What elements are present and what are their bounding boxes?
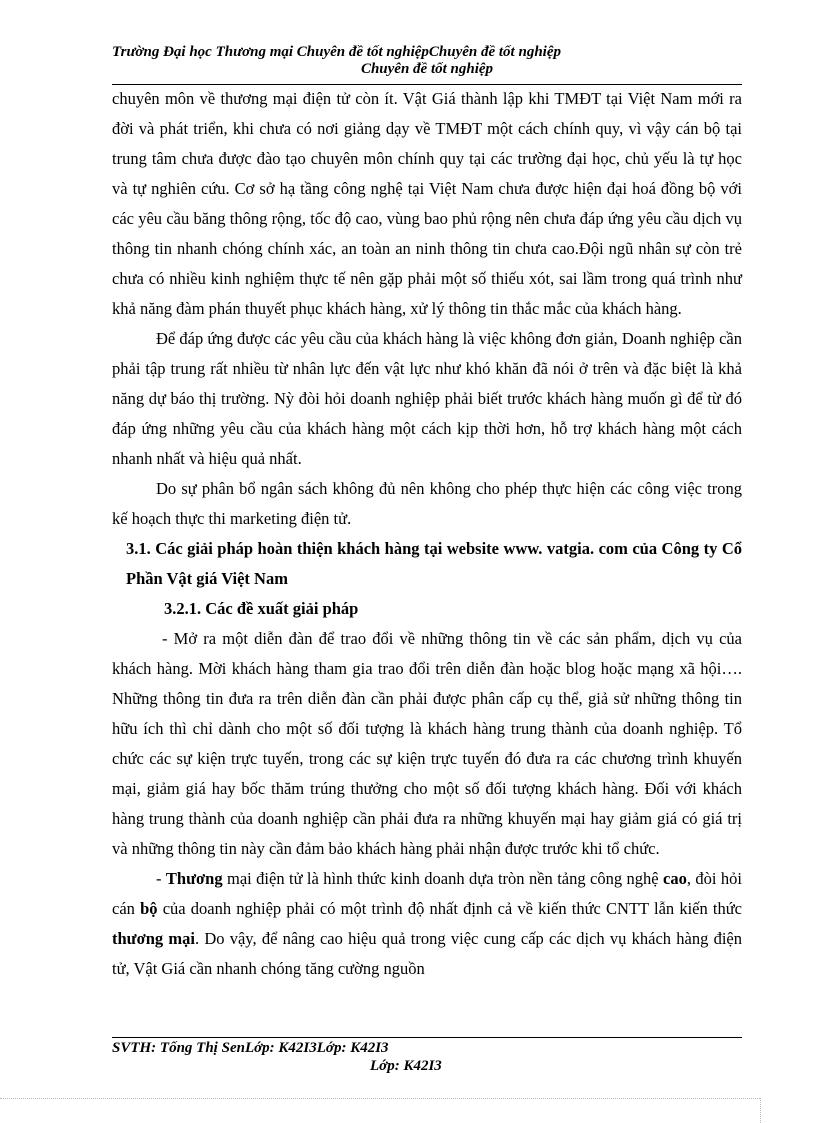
- p5-bold-4: thương mại: [112, 929, 195, 948]
- page-margin-guide-vertical: [760, 1098, 761, 1123]
- header-line-1: Trường Đại học Thương mại Chuyên đề tốt nghiệpChuyên đề tốt nghiệp: [112, 44, 561, 60]
- subsection-heading: 3.2.1. Các đề xuất giải pháp: [164, 599, 359, 618]
- paragraph-4: - Mở ra một diễn đàn để trao đổi về những thông tin về các sản phẩm, dịch vụ của khách hàng. Mời khách hàng tham gia trao đổi trên diễn đàn hoặc blog hoặc mạng xã hội…. Những thông tin đưa ra trên diễn đàn cần phải được phân cấp cụ thể, giả sử những thông tin hữu ích thì chỉ dành cho một số đối tượng là khách hàng trung thành của doanh nghiệp. Tổ chức các sự kiện trực tuyến, trong các sự kiện trực tuyến đó đưa ra các chương trình khuyến mại, giảm giá hay bốc thăm trúng thưởng cho một số đối tượng khách hàng. Đối với khách hàng trung thành của doanh nghiệp cần phải đưa ra những khuyến mại hay giảm giá có giá trị và những thông tin này cần đảm bảo khách hàng phải nhận được trước khi tổ chức.: [112, 629, 742, 858]
- paragraph-5: [112, 864, 742, 984]
- p5-bold-1: Thương: [165, 869, 223, 888]
- p5-text-1: -: [156, 869, 166, 888]
- p5-bold-3: bộ: [140, 899, 158, 918]
- footer-line-1: SVTH: Tống Thị SenLớp: K42I3Lớp: K42I3: [112, 1040, 389, 1056]
- p5-text-4: của doanh nghiệp phải có một trình độ nhất định cả về kiến thức CNTT lẫn kiến thức: [157, 899, 742, 918]
- p5-text-3: , đòi hỏi cán: [112, 869, 742, 918]
- p5-text-5: . Do vậy, để nâng cao hiệu quả trong việc cung cấp các dịch vụ khách hàng điện tử, Vật Giá cần nhanh chóng tăng cường nguồn: [112, 929, 742, 978]
- header-line-2: Chuyên đề tốt nghiệp: [360, 61, 494, 77]
- paragraph-3: Do sự phân bổ ngân sách không đủ nên không cho phép thực hiện các công việc trong kế hoạch thực thi marketing điện tử.: [112, 479, 742, 528]
- footer-line-2: Lớp: K42I3: [370, 1058, 442, 1074]
- document-body: [112, 84, 742, 984]
- page-footer: [112, 1039, 742, 1075]
- p5-text-2: mại điện tử là hình thức kinh doanh dựa tròn nền tảng công nghệ: [222, 869, 664, 888]
- page-margin-guide-horizontal: [0, 1098, 760, 1099]
- page-header: [112, 44, 742, 78]
- footer-rule: [112, 1037, 742, 1038]
- section-heading: 3.1. Các giải pháp hoàn thiện khách hàng tại website www. vatgia. com của Công ty Cổ Phần Vật giá Việt Nam: [126, 539, 742, 588]
- paragraph-1: chuyên môn về thương mại điện tử còn ít. Vật Giá thành lập khi TMĐT tại Việt Nam mới ra đời và phát triển, khi chưa có nơi giảng dạy về TMĐT một cách chính quy, vì vậy cán bộ tại trung tâm chưa được đào tạo chuyên môn chính quy tại các trường đại học, chủ yếu là tự học và tự nghiên cứu. Cơ sở hạ tầng công nghệ tại Việt Nam chưa được hiện đại hoá đồng bộ với các yêu cầu băng thông rộng, tốc độ cao, vùng bao phủ rộng nên chưa đáp ứng yêu cầu dịch vụ thông tin nhanh chóng chính xác, an toàn an ninh thông tin chưa cao.Đội ngũ nhân sự còn trẻ chưa có nhiều kinh nghiệm thực tế nên gặp phải một số thiếu xót, sai lầm trong quá trình như khả năng đàm phán thuyết phục khách hàng, xử lý thông tin thắc mắc của khách hàng.: [112, 89, 742, 318]
- paragraph-2: Để đáp ứng được các yêu cầu của khách hàng là việc không đơn giản, Doanh nghiệp cần phải tập trung rất nhiều từ nhân lực đến vật lực như khó khăn đã nói ở trên và đặc biệt là khả năng dự báo thị trường. Nỳ đòi hỏi doanh nghiệp phải biết trước khách hàng muốn gì để từ đó đáp ứng những yêu cầu của khách hàng một cách kịp thời hơn, hỗ trợ khách hàng một cách nhanh nhất và hiệu quả nhất.: [112, 329, 742, 468]
- p5-bold-2: cao: [663, 869, 687, 888]
